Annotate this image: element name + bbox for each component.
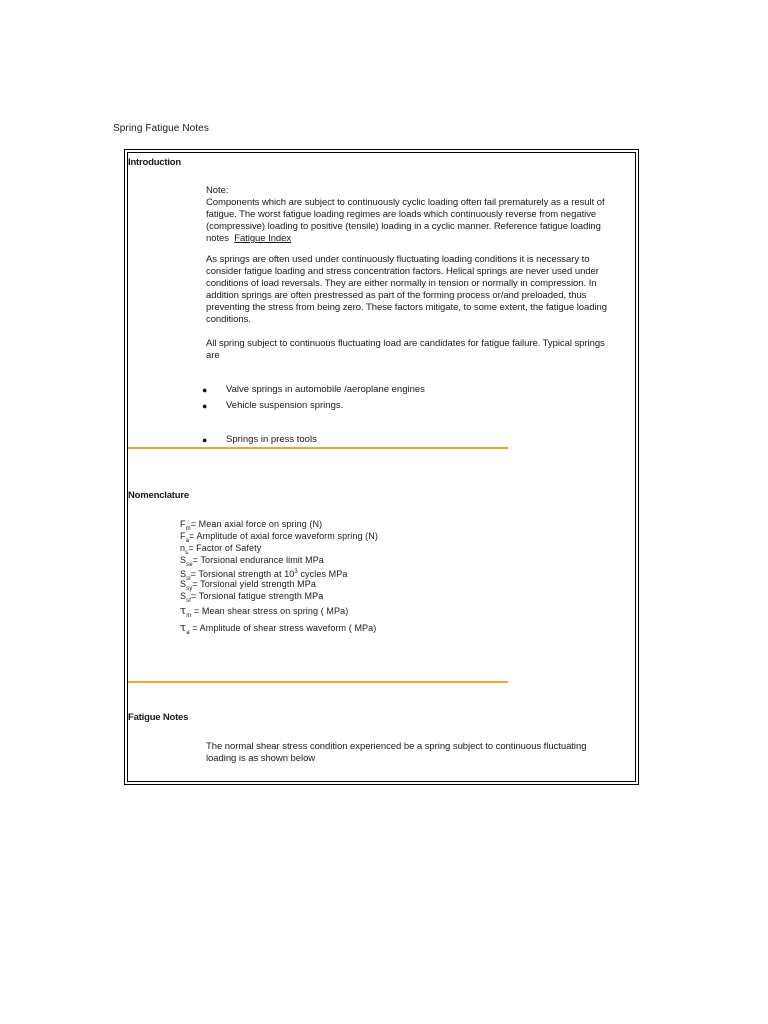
paragraph-line: preventing the stress from being zero. These factors mitigate, to some extent, the fatigue loading	[206, 302, 608, 313]
note-line-last	[206, 233, 636, 245]
nomenclature-item: $S_{sf}=$ Torsional fatigue strength MPa	[180, 591, 324, 604]
content-frame	[124, 149, 639, 785]
bullet-icon: ●	[202, 401, 208, 411]
bullet-text: Springs in press tools	[226, 434, 317, 445]
paragraph-line: All spring subject to continuous fluctuating load are candidates for fatigue failure. Typical springs	[206, 338, 605, 349]
paragraph-line: conditions.	[206, 314, 251, 325]
note-line: Components which are subject to continuously cyclic loading often fail prematurely as a result of	[206, 197, 605, 208]
bullet-icon: ●	[202, 435, 208, 445]
nomenclature-tau-item: $\tau_a$ = Amplitude of shear stress waveform ( MPa)	[180, 621, 377, 636]
fatigue-notes-paragraph	[206, 741, 636, 765]
nomenclature-item: $n_s=$ Factor of Safety	[180, 543, 262, 556]
bullet-text: Vehicle suspension springs.	[226, 400, 344, 411]
nomenclature-item: $F_a=$ Amplitude of axial force waveform spring (N)	[180, 531, 378, 544]
bullet-item	[202, 434, 502, 446]
nomenclature-item: $S_{se}=$ Torsional endurance limit MPa	[180, 555, 324, 568]
fatigue-index-link[interactable]: Fatigue Index	[234, 233, 292, 244]
note-line: fatigue. The worst fatigue loading regimes are loads which continuously reverse from negative	[206, 209, 597, 220]
document-title: Spring Fatigue Notes	[113, 123, 209, 134]
nomenclature-heading: Nomenclature	[128, 490, 189, 501]
candidates-paragraph	[206, 338, 636, 362]
bullet-icon: ●	[202, 385, 208, 395]
introduction-heading: Introduction	[128, 157, 182, 168]
paragraph-line: loading is as shown below	[206, 753, 316, 764]
bullet-text: Valve springs in automobile /aeroplane engines	[226, 384, 425, 395]
nomenclature-item: $S_{sy}=$ Torsional yield strength MPa	[180, 579, 316, 592]
paragraph-line: The normal shear stress condition experienced be a spring subject to continuous fluctuating	[206, 741, 587, 752]
nomenclature-item: $S_{sl}=$ Torsional strength at $10^3$ cycles MPa	[180, 569, 348, 582]
bullet-item	[202, 384, 502, 396]
note-last-prefix: notes	[206, 233, 229, 244]
section-divider	[128, 447, 508, 449]
nomenclature-item: $F_m=$ Mean axial force on spring (N)	[180, 519, 323, 532]
paragraph-line: conditions of load reversals. They are either normally in tension or normally in compression. In	[206, 278, 597, 289]
section-divider	[128, 681, 508, 683]
paragraph-line: are	[206, 350, 220, 361]
nomenclature-tau-item: $\tau_m$ = Mean shear stress on spring ( MPa)	[180, 604, 349, 619]
paragraph-line: consider fatigue loading and stress concentration factors. Helical springs are never used under	[206, 266, 599, 277]
note-line: (compressive) loading to positive (tensile) loading in a cyclic manner. Reference fatigue loading	[206, 221, 601, 232]
content-frame-inner	[127, 152, 636, 782]
fatigue-notes-heading: Fatigue Notes	[128, 712, 189, 723]
nomenclature-list	[180, 518, 500, 638]
paragraph-line: addition springs are often prestressed as part of the forming process or/and preloaded, thus	[206, 290, 587, 301]
note-label: Note:	[206, 185, 229, 196]
paragraph-line: As springs are often used under continuously fluctuating loading conditions it is necessary to	[206, 254, 590, 265]
bullet-item	[202, 400, 502, 412]
springs-paragraph	[206, 254, 636, 326]
note-block	[206, 185, 636, 245]
